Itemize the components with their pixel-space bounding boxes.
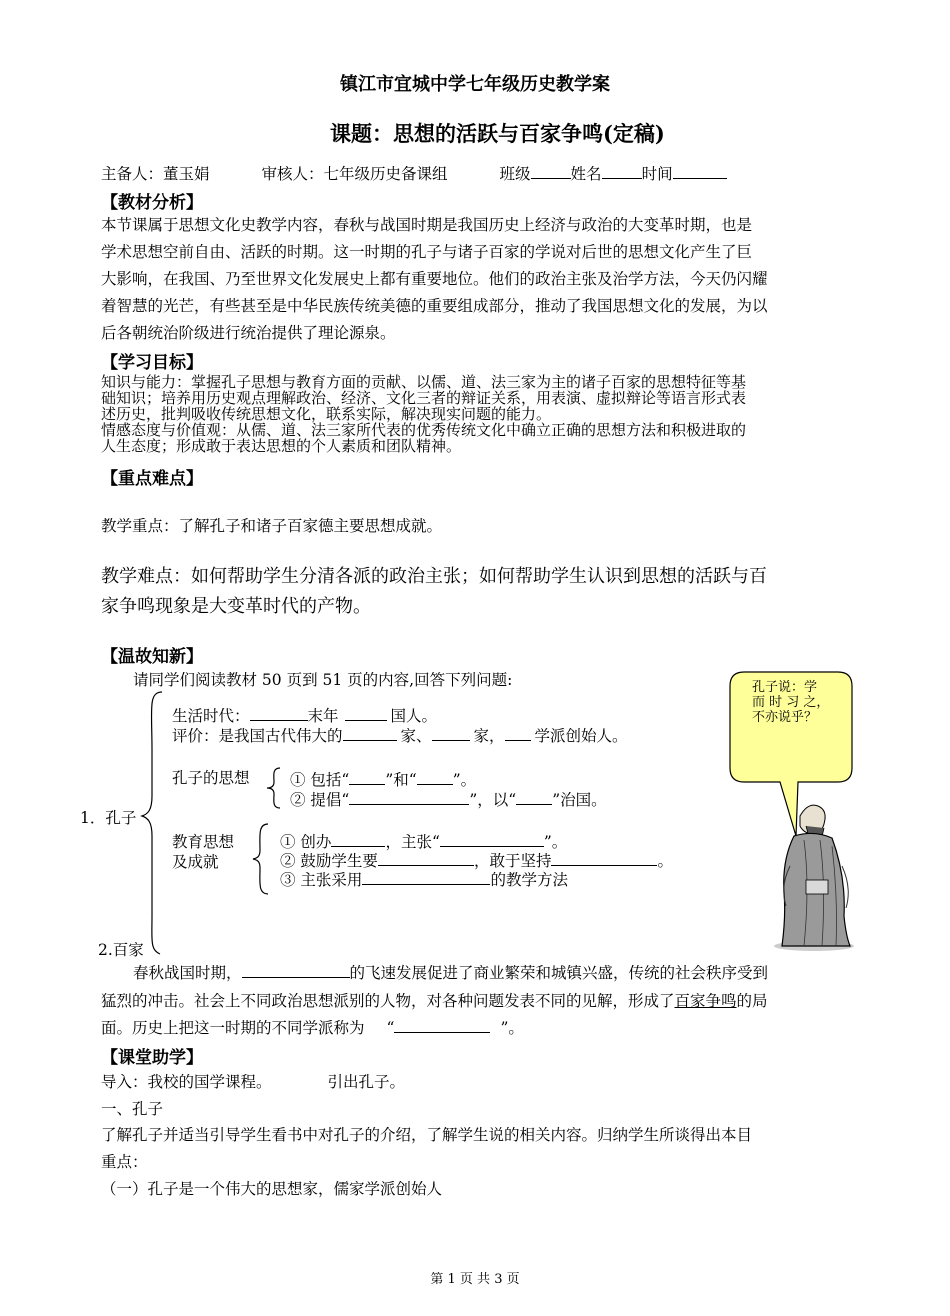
para-a: 春秋战国时期， — [133, 964, 242, 982]
section-heading-key-points: 【重点难点】 — [101, 469, 203, 489]
education-line-3 — [280, 868, 568, 890]
section-heading-review: 【温故知新】 — [101, 647, 203, 667]
para-b: 的飞速发展促进了商业繁荣和城镇兴盛，传统的社会秩序受到 — [349, 964, 769, 982]
era-suffix: 末年 — [307, 707, 339, 725]
review-instruction: 请同学们阅读教材 50 页到 51 页的内容,回答下列问题: — [133, 671, 513, 689]
desc-line: 了解孔子并适当引导学生看书中对孔子的介绍，了解学生说的相关内容。归纳学生所谈得出本目 — [101, 1126, 753, 1144]
thought1-blank-1[interactable] — [349, 770, 385, 785]
desc-line: 重点： — [101, 1153, 148, 1171]
name-label: 姓名 — [570, 165, 602, 183]
edu1-blank-2[interactable] — [440, 832, 544, 847]
thought1-a: ① 包括“ — [290, 771, 350, 789]
country-blank[interactable] — [345, 706, 387, 721]
edu3-a: ③ 主张采用 — [280, 871, 363, 889]
page-footer: 第 1 页 共 3 页 — [430, 1272, 520, 1287]
thought2-blank-1[interactable] — [349, 790, 469, 805]
edu1-c: ”。 — [543, 833, 568, 851]
era-label: 生活时代： — [172, 707, 250, 725]
goals-line: 人生态度；形成敢于表达思想的个人素质和团队精神。 — [101, 437, 462, 455]
eval-blank-2[interactable] — [432, 726, 470, 741]
analysis-line: 着智慧的光芒，有些甚至是中华民族传统美德的重要组成部分，推动了我国思想文化的发展，为以 — [101, 297, 768, 315]
name-blank[interactable] — [602, 164, 642, 179]
eval-label: 评价：是我国古代伟大的 — [172, 727, 343, 745]
item1-label: 1．孔子 — [80, 809, 137, 827]
intro-b: 引出孔子。 — [327, 1073, 406, 1091]
edu2-a: ② 鼓励学生要 — [280, 852, 378, 870]
part1-heading: 一、孔子 — [101, 1100, 164, 1118]
review-paragraph-line-3 — [101, 1016, 524, 1038]
analysis-body — [101, 212, 858, 347]
lesson-title: 课题：思想的活跃与百家争鸣(定稿) — [330, 121, 665, 146]
para-line3-b: “ — [386, 1019, 395, 1037]
para-blank-2[interactable] — [394, 1018, 490, 1033]
thought2-blank-2[interactable] — [516, 790, 552, 805]
edu3-blank[interactable] — [362, 870, 490, 885]
para-blank-1[interactable] — [242, 963, 350, 978]
class-blank[interactable] — [531, 164, 571, 179]
eval-text-d: 学派创始人。 — [534, 727, 628, 745]
item2-label: 2.百家 — [98, 941, 144, 959]
preparer: 主备人：董玉娟 — [101, 165, 210, 183]
thought-line-2 — [290, 788, 607, 810]
education-brace-icon — [250, 822, 272, 896]
era-end: 国人。 — [390, 707, 438, 725]
edu1-blank-1[interactable] — [331, 832, 385, 847]
edu2-b: ，敢于坚持 — [473, 852, 552, 870]
goals-body — [101, 374, 858, 454]
edu2-blank-1[interactable] — [378, 851, 474, 866]
section-heading-goals: 【学习目标】 — [101, 353, 203, 373]
goals-line: 述历史，批判吸收传统思想文化，联系实际，解决现实问题的能力。 — [101, 405, 552, 423]
education-label-1: 教育思想 — [172, 833, 235, 851]
confucius-figure-icon — [760, 796, 860, 954]
section-heading-class: 【课堂助学】 — [101, 1048, 203, 1068]
review-paragraph-line-2 — [101, 989, 768, 1011]
meta-line — [101, 162, 727, 184]
analysis-line: 学术思想空前自由、活跃的时期。这一时期的孔子与诸子百家的学说对后世的思想文化产生了巨 — [101, 243, 753, 261]
thought-brace-icon — [264, 766, 284, 810]
thought1-b: ”和“ — [385, 771, 417, 789]
teaching-difficulty — [101, 562, 861, 622]
review-paragraph-line-1 — [133, 961, 768, 983]
analysis-line: 后各朝统治阶级进行统治提供了理论源泉。 — [101, 324, 396, 342]
era-line — [172, 704, 437, 726]
goals-line: 知识与能力：掌握孔子思想与教育方面的贡献、以儒、道、法三家为主的诸子百家的思想特征等基 — [101, 373, 747, 391]
thought1-c: ”。 — [452, 771, 477, 789]
era-blank[interactable] — [250, 706, 308, 721]
thought-label: 孔子的思想 — [172, 769, 250, 787]
time-blank[interactable] — [673, 164, 727, 179]
difficulty-line: 教学难点：如何帮助学生分清各派的政治主张；如何帮助学生认识到思想的活跃与百 — [101, 566, 767, 587]
evaluation-line — [172, 724, 628, 746]
para-line3-c: ”。 — [500, 1019, 524, 1037]
subsection-1: （一）孔子是一个伟大的思想家，儒家学派创始人 — [101, 1180, 443, 1198]
edu2-c: 。 — [657, 852, 673, 870]
education-label-2: 及成就 — [172, 853, 219, 871]
eval-blank-3[interactable] — [505, 726, 531, 741]
class-description — [101, 1122, 858, 1176]
thought1-blank-2[interactable] — [417, 770, 453, 785]
class-label: 班级 — [499, 165, 531, 183]
para-line2-b: 的局 — [736, 992, 768, 1010]
edu3-b: 的教学方法 — [490, 871, 568, 889]
edu1-b: ，主张“ — [385, 833, 440, 851]
thought-line-1 — [290, 768, 476, 790]
reviewer: 审核人：七年级历史备课组 — [261, 165, 448, 183]
para-line3-a: 面。历史上把这一时期的不同学派称为 — [101, 1019, 365, 1037]
bubble-quote: 孔子说：学 而 时 习 之，不亦说乎？ — [752, 680, 830, 725]
thought2-b: ”，以“ — [469, 791, 517, 809]
class-intro — [101, 1070, 405, 1092]
edu2-blank-2[interactable] — [551, 851, 657, 866]
difficulty-line: 家争鸣现象是大变革时代的产物。 — [101, 596, 371, 617]
para-line2-a: 猛烈的冲击。社会上不同政治思想派别的人物，对各种问题发表不同的见解，形成了 — [101, 992, 675, 1010]
eval-text-b: 家、 — [400, 727, 432, 745]
intro-a: 导入：我校的国学课程。 — [101, 1073, 272, 1091]
school-header: 镇江市宜城中学七年级历史教学案 — [340, 74, 610, 95]
section-heading-analysis: 【教材分析】 — [101, 193, 203, 213]
analysis-line: 本节课属于思想文化史教学内容，春秋与战国时期是我国历史上经济与政治的大变革时期，也是 — [101, 216, 753, 234]
teaching-focus: 教学重点：了解孔子和诸子百家德主要思想成就。 — [101, 517, 443, 535]
eval-blank-1[interactable] — [343, 726, 397, 741]
hundred-schools-term: 百家争鸣 — [674, 992, 737, 1010]
eval-text-c: 家， — [473, 727, 505, 745]
goals-line: 情感态度与价值观：从儒、道、法三家所代表的优秀传统文化中确立正确的思想方法和积极进取的 — [101, 421, 747, 439]
analysis-line: 大影响，在我国、乃至世界文化发展史上都有重要地位。他们的政治主张及治学方法，今天仍闪耀 — [101, 270, 768, 288]
edu1-a: ① 创办 — [280, 833, 332, 851]
thought2-a: ② 提倡“ — [290, 791, 350, 809]
goals-line: 础知识；培养用历史观点理解政治、经济、文化三者的辩证关系，用表演、虚拟辩论等语言形式表 — [101, 389, 747, 407]
time-label: 时间 — [641, 165, 673, 183]
thought2-c: ”治国。 — [552, 791, 607, 809]
